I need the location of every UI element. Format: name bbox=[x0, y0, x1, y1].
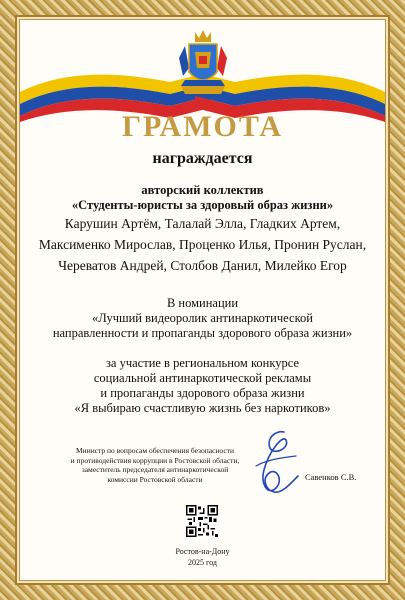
recipient-name-line: Карушин Артём, Талалай Элла, Гладких Артем, bbox=[64, 216, 341, 231]
coat-of-arms-icon bbox=[175, 28, 231, 98]
contest-line: и пропаганды здорового образа жизни bbox=[100, 386, 305, 400]
nomination-line: направленности и пропаганды здорового образа жизни» bbox=[52, 326, 353, 340]
recipient-line-1: авторский коллектив bbox=[141, 183, 264, 197]
footer-place-date bbox=[0, 546, 405, 568]
footer-year: 2025 год bbox=[188, 558, 217, 567]
contest-line: за участие в региональном конкурсе bbox=[105, 356, 299, 370]
signer-name: Савенков С.В. bbox=[305, 472, 357, 482]
contest-block bbox=[30, 356, 375, 416]
certificate-title: ГРАМОТА bbox=[121, 110, 284, 143]
signer-position bbox=[50, 446, 260, 484]
recipient-line-2: «Студенты-юристы за здоровый образ жизни» bbox=[71, 198, 334, 212]
recipient-name-line: Максименко Мирослав, Проценко Илья, Пронин Руслан, bbox=[38, 237, 367, 252]
signer-position-line: комиссии Ростовской области bbox=[107, 474, 203, 484]
nomination-intro: В номинации bbox=[166, 296, 239, 310]
signer-position-line: заместитель председателя антинаркотической bbox=[81, 465, 229, 474]
certificate-subtitle: награждается bbox=[152, 150, 253, 167]
nomination-line: «Лучший видеоролик антинаркотической bbox=[92, 311, 313, 325]
contest-line: «Я выбираю счастливую жизнь без наркотиков» bbox=[74, 401, 331, 415]
signature-icon bbox=[246, 426, 306, 506]
footer-city: Ростов-на-Дону bbox=[175, 547, 230, 556]
recipient-name-line: Череватов Андрей, Столбов Данил, Милейко Егор bbox=[58, 258, 347, 273]
qr-code-icon[interactable] bbox=[186, 505, 218, 537]
nomination-block bbox=[30, 296, 375, 341]
contest-line: социальной антинаркотической рекламы bbox=[93, 371, 312, 385]
recipient-block bbox=[30, 183, 375, 276]
signer-position-line: и противодействия коррупции в Ростовской области, bbox=[70, 455, 240, 465]
signer-position-line: Министр по вопросам обеспечения безопасности bbox=[76, 446, 234, 455]
